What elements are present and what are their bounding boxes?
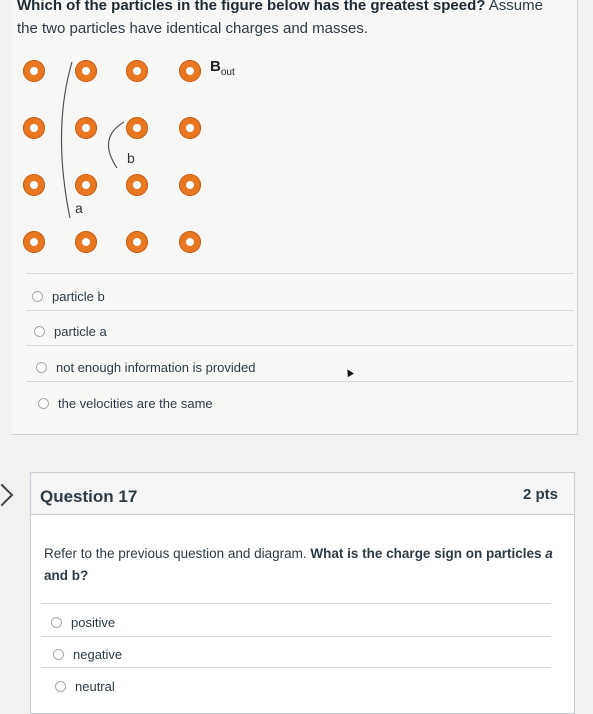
option-not-enough-info[interactable] bbox=[36, 360, 255, 375]
field-dot-icon bbox=[179, 174, 201, 196]
field-dot-icon bbox=[75, 117, 97, 139]
field-label bbox=[210, 58, 235, 78]
option-label: neutral bbox=[75, 679, 115, 694]
option-label: the velocities are the same bbox=[58, 396, 213, 411]
option-negative[interactable] bbox=[53, 647, 122, 662]
divider bbox=[26, 345, 574, 346]
radio-icon[interactable] bbox=[32, 291, 43, 302]
divider bbox=[41, 603, 551, 604]
radio-icon[interactable] bbox=[55, 681, 66, 692]
option-label: positive bbox=[71, 615, 116, 630]
particle-a-label: a bbox=[75, 200, 83, 216]
option-label: negative bbox=[73, 647, 123, 662]
chevron-right-icon[interactable] bbox=[0, 484, 13, 507]
field-dot-icon bbox=[179, 117, 201, 139]
option-label: particle b bbox=[52, 289, 105, 304]
field-dot-icon bbox=[75, 174, 97, 196]
question-17-text bbox=[44, 543, 564, 587]
field-dot-icon bbox=[75, 231, 97, 253]
field-dot-icon bbox=[179, 60, 201, 82]
field-label-main: B bbox=[210, 58, 221, 75]
option-particle-a[interactable] bbox=[34, 324, 107, 339]
radio-icon[interactable] bbox=[36, 362, 47, 373]
divider bbox=[26, 310, 574, 311]
field-dot-icon bbox=[126, 174, 148, 196]
field-dot-icon bbox=[126, 60, 148, 82]
field-dot-icon bbox=[23, 174, 45, 196]
option-label: particle a bbox=[54, 324, 107, 339]
option-neutral[interactable] bbox=[55, 679, 115, 694]
question-16-card bbox=[12, 0, 578, 435]
option-particle-b[interactable] bbox=[32, 289, 105, 304]
field-dot-icon bbox=[23, 60, 45, 82]
radio-icon[interactable] bbox=[34, 326, 45, 337]
magnetic-field-figure bbox=[12, 50, 242, 265]
question-16-assumption: Assume the two particles have identical charges and masses. bbox=[17, 0, 543, 37]
question-17-prompt: What is the charge sign on particles bbox=[310, 546, 546, 561]
question-16-text bbox=[17, 0, 567, 40]
field-dot-icon bbox=[75, 60, 97, 82]
question-17-particle-a: a bbox=[545, 546, 553, 561]
divider bbox=[26, 381, 574, 382]
divider bbox=[26, 273, 574, 274]
radio-icon[interactable] bbox=[53, 649, 64, 660]
path-b bbox=[108, 122, 124, 168]
particle-b-label: b bbox=[127, 150, 135, 166]
question-17-and: and bbox=[44, 568, 72, 583]
question-17-title: Question 17 bbox=[40, 487, 138, 506]
field-dot-icon bbox=[179, 231, 201, 253]
path-a bbox=[61, 62, 72, 218]
divider bbox=[41, 667, 551, 668]
question-17-card bbox=[30, 472, 575, 714]
option-label: not enough information is provided bbox=[56, 360, 256, 375]
divider bbox=[41, 636, 551, 637]
option-same-velocities[interactable] bbox=[38, 396, 213, 411]
question-17-particle-b: b? bbox=[71, 568, 89, 583]
question-17-header bbox=[31, 473, 574, 515]
question-16-prompt: Which of the particles in the figure below has the greatest speed? bbox=[17, 0, 486, 14]
radio-icon[interactable] bbox=[51, 617, 62, 628]
radio-icon[interactable] bbox=[38, 398, 49, 409]
mouse-cursor-icon: ▲ bbox=[340, 362, 358, 382]
field-dot-icon bbox=[23, 231, 45, 253]
option-positive[interactable] bbox=[51, 615, 115, 630]
field-dot-icon bbox=[126, 231, 148, 253]
field-label-sub: out bbox=[220, 67, 235, 78]
question-17-points: 2 pts bbox=[522, 486, 558, 503]
field-dot-icon bbox=[23, 117, 45, 139]
question-17-intro: Refer to the previous question and diagram. bbox=[44, 546, 311, 561]
field-dot-icon bbox=[126, 117, 148, 139]
